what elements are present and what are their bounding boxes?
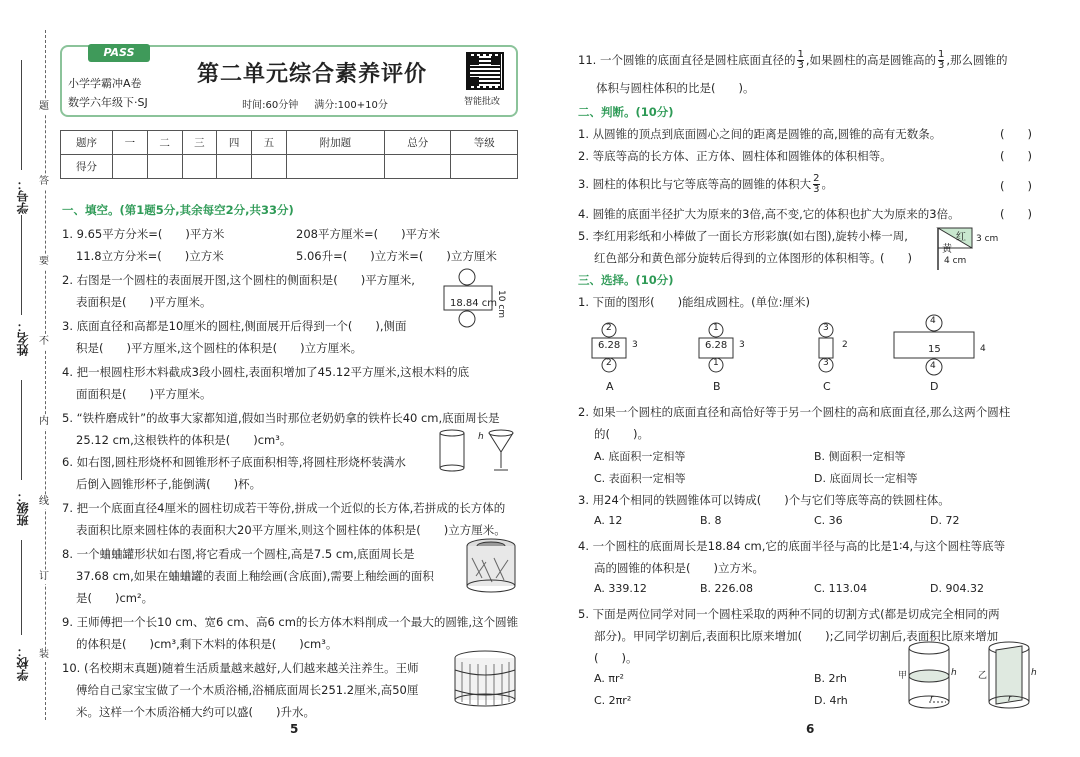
- q1c: 11.8立方分米=( )立方米: [76, 249, 224, 263]
- score-cell[interactable]: [384, 155, 450, 179]
- j2-answer[interactable]: ( ): [1000, 149, 1032, 163]
- yi-height: h: [1031, 668, 1037, 678]
- option-d-height: 4: [980, 344, 986, 354]
- beaker-height-label: h: [478, 432, 484, 442]
- c2a: 2. 如果一个圆柱的底面直径和高恰好等于另一个圆柱的高和底面直径,那么这两个圆柱: [578, 405, 1011, 419]
- yi-radius: r: [1008, 694, 1012, 704]
- section-fill-blank: 一、填空。(第1题5分,其余每空2分,共33分): [62, 203, 294, 217]
- q11-text-a: 11. 一个圆锥的底面直径是圆柱底面直径的: [578, 53, 796, 67]
- time-limit: 时间:60分钟: [242, 100, 299, 111]
- q3b: 积是( )平方厘米,这个圆柱的体积是( )立方厘米。: [76, 341, 363, 355]
- option-a-height: 3: [632, 340, 638, 350]
- option-a-circle-label-2: 2: [606, 358, 612, 368]
- c4a: 4. 一个圆柱的底面周长是18.84 cm,它的底面半径与高的比是1∶4,与这个圆柱等底等: [578, 539, 1006, 553]
- jia-radius: r: [930, 694, 934, 704]
- score-cell[interactable]: [182, 155, 217, 179]
- flag-length-label: 4 cm: [944, 256, 967, 266]
- exam-info: [180, 96, 450, 111]
- c3-option-a[interactable]: A. 12: [594, 514, 623, 527]
- net-height: 10 cm: [496, 290, 506, 319]
- score-cell[interactable]: [451, 155, 518, 179]
- id-label: 学号：: [16, 178, 30, 214]
- seal-char: 答: [39, 176, 49, 187]
- c2b: 的( )。: [594, 427, 649, 441]
- q5b: 25.12 cm,这根铁杵的体积是( )cm³。: [76, 433, 292, 447]
- option-d-circle-label: 4: [930, 316, 936, 326]
- yi-label: 乙: [978, 671, 988, 681]
- q7a: 7. 把一个底面直径4厘米的圆柱切成若干等份,拼成一个近似的长方体,若拼成的长方体的: [62, 501, 506, 515]
- j5-answer[interactable]: ( ): [880, 251, 912, 265]
- q4b: 面面积是( )平方厘米。: [76, 387, 212, 401]
- c5a: 5. 下面是两位同学对同一个圆柱采取的两种不同的切割方式(都是切成完全相同的两: [578, 607, 1000, 621]
- jia-height: h: [951, 668, 957, 678]
- j5b: 红色部分和黄色部分旋转后得到的立体图形的体积相等。: [594, 251, 882, 265]
- q11-fraction: $\frac{1}{3}$: [797, 49, 804, 71]
- flag-red-label: 红: [956, 232, 966, 243]
- score-head-cell: 四: [217, 131, 252, 155]
- score-cell[interactable]: [147, 155, 182, 179]
- id-line: [21, 60, 22, 170]
- choice-b[interactable]: B: [713, 380, 721, 393]
- q11-fraction-2: $\frac{1}{3}$: [937, 49, 945, 71]
- c4-option-d[interactable]: D. 904.32: [930, 582, 984, 595]
- q1a: 1. 9.65平方分米=( )平方米: [62, 227, 225, 241]
- score-head-cell: 三: [182, 131, 217, 155]
- page-title: 第二单元综合素养评价: [196, 62, 427, 87]
- option-d-circle-label-2: 4: [930, 361, 936, 371]
- q7b: 表面积比原来圆柱体的表面积大20平方厘米,则这个圆柱体的体积是( )立方厘米。: [76, 523, 506, 537]
- score-row-label: 得分: [61, 155, 113, 179]
- flag-width-label: 3 cm: [976, 234, 999, 244]
- flag-yellow-label: 黄: [942, 244, 952, 255]
- q6b: 后倒入圆锥形杯子,能倒满( )杯。: [76, 477, 262, 491]
- option-a-rect-label: 6.28: [598, 340, 621, 351]
- q2a: 2. 右图是一个圆柱的表面展开图,这个圆柱的侧面积是( )平方厘米,: [62, 273, 415, 287]
- c1: 1. 下面的图形( )能组成圆柱。(单位:厘米): [578, 295, 810, 309]
- score-head-cell: 附加题: [286, 131, 384, 155]
- option-c-circle-label-2: 3: [823, 358, 829, 368]
- school-line: [21, 540, 22, 635]
- c3-option-b[interactable]: B. 8: [700, 514, 722, 527]
- seal-char: 订: [39, 571, 49, 582]
- c2-option-d[interactable]: D. 底面周长一定相等: [814, 472, 918, 485]
- seal-char: 不: [39, 336, 49, 347]
- q6a: 6. 如右图,圆柱形烧杯和圆锥形杯子底面积相等,将圆柱形烧杯装满水: [62, 455, 406, 469]
- score-table-row: [61, 155, 518, 179]
- score-cell[interactable]: [113, 155, 148, 179]
- c2-option-b[interactable]: B. 侧面积一定相等: [814, 450, 906, 463]
- c3-option-c[interactable]: C. 36: [814, 514, 843, 527]
- q4a: 4. 把一根圆柱形木料截成3段小圆柱,表面积增加了45.12平方厘米,这根木料的底: [62, 365, 470, 379]
- c5-option-c[interactable]: C. 2πr²: [594, 694, 632, 707]
- page-number-right: 6: [806, 722, 815, 736]
- j3: 3. 圆柱的体积比与它等底等高的圆锥的体积大 $\frac{2}{3}$ 。: [578, 173, 834, 195]
- score-table: [60, 130, 518, 179]
- j2: 2. 等底等高的长方体、正方体、圆柱体和圆锥体的体积相等。: [578, 149, 892, 163]
- q1b: 208平方厘米=( )平方米: [296, 227, 441, 241]
- net-length: 18.84 cm: [450, 298, 498, 309]
- seal-char: 内: [39, 416, 49, 427]
- seal-char: 装: [39, 649, 49, 660]
- qr-label: 智能批改: [464, 97, 501, 107]
- q8a: 8. 一个蛐蛐罐形状如右图,将它看成一个圆柱,高是7.5 cm,底面周长是: [62, 547, 415, 561]
- q1d: 5.06升=( )立方米=( )立方厘米: [296, 249, 497, 263]
- option-d-rect-label: 15: [928, 344, 941, 355]
- c2-option-a[interactable]: A. 底面积一定相等: [594, 450, 686, 463]
- class-line: [21, 380, 22, 480]
- j3-fraction: $\frac{2}{3}$: [813, 173, 820, 195]
- section-judge: 二、判断。(10分): [578, 105, 674, 119]
- j3-text: 3. 圆柱的体积比与它等底等高的圆锥的体积大: [578, 177, 812, 191]
- section-choice: 三、选择。(10分): [578, 273, 674, 287]
- j1-answer[interactable]: ( ): [1000, 127, 1032, 141]
- choice-a[interactable]: A: [606, 380, 614, 393]
- j1: 1. 从圆锥的顶点到底面圆心之间的距离是圆锥的高,圆锥的高有无数条。: [578, 127, 942, 141]
- pass-logo: PASS: [88, 44, 150, 62]
- q10c: 米。这样一个木质浴桶大约可以盛( )升水。: [76, 705, 315, 719]
- option-b-circle-label-2: 1: [713, 358, 719, 368]
- school-label: 学校：: [16, 645, 30, 681]
- choice-d[interactable]: D: [930, 380, 939, 393]
- option-b-height: 3: [739, 340, 745, 350]
- q10b: 傅给自己家宝宝做了一个木质浴桶,浴桶底面周长251.2厘米,高50厘: [76, 683, 419, 697]
- c5-option-a[interactable]: A. πr²: [594, 672, 624, 685]
- option-c-height: 2: [842, 340, 848, 350]
- q3a: 3. 底面直径和高都是10厘米的圆柱,侧面展开后得到一个( ),侧面: [62, 319, 407, 333]
- cut-line: [45, 30, 46, 720]
- wooden-bucket-image: [452, 650, 518, 708]
- q11-text-c: ,那么圆锥的: [946, 53, 1008, 67]
- brand-line1: 小学学霸冲A卷: [68, 77, 142, 90]
- c4b: 高的圆锥的体积是( )立方米。: [594, 561, 764, 575]
- q8c: 是( )cm²。: [76, 591, 154, 605]
- seal-char: 线: [39, 496, 49, 507]
- page-number-left: 5: [290, 722, 299, 736]
- score-head-cell: 题序: [61, 131, 113, 155]
- name-line: [21, 215, 22, 315]
- full-score: 满分:100+10分: [314, 100, 388, 111]
- q2b: 表面积是( )平方厘米。: [76, 295, 212, 309]
- j4: 4. 圆锥的底面半径扩大为原来的3倍,高不变,它的体积也扩大为原来的3倍。: [578, 207, 960, 221]
- cricket-jar-image: [464, 538, 518, 594]
- c4-option-c[interactable]: C. 113.04: [814, 582, 868, 595]
- score-head-cell: 等级: [451, 131, 518, 155]
- q9a: 9. 王师傅把一个长10 cm、宽6 cm、高6 cm的长方体木料削成一个最大的圆锥,这个圆锥: [62, 615, 519, 629]
- score-cell[interactable]: [217, 155, 252, 179]
- class-label: 班级：: [16, 490, 30, 526]
- score-head-cell: 一: [113, 131, 148, 155]
- j5a: 5. 李红用彩纸和小棒做了一面长方形彩旗(如右图),旋转小棒一周,: [578, 229, 908, 243]
- q11d: 体积与圆柱体积的比是( )。: [596, 81, 755, 95]
- c4-option-b[interactable]: B. 226.08: [700, 582, 754, 595]
- q11a: [578, 50, 1008, 71]
- brand-line2: 数学六年级下·SJ: [68, 96, 148, 109]
- score-cell[interactable]: [252, 155, 287, 179]
- c2-option-c[interactable]: C. 表面积一定相等: [594, 472, 686, 485]
- c5-option-b[interactable]: B. 2rh: [814, 672, 847, 685]
- score-head-cell: 总分: [384, 131, 450, 155]
- c5b: 部分)。甲同学切割后,表面积比原来增加( );乙同学切割后,表面积比原来增加: [594, 629, 999, 643]
- c5-option-d[interactable]: D. 4rh: [814, 694, 848, 707]
- binding-strip: [0, 0, 60, 757]
- q10a: 10. (名校期末真题)随着生活质量越来越好,人们越来越关注养生。王师: [62, 661, 419, 675]
- c5c: ( )。: [594, 651, 638, 665]
- j3-answer[interactable]: ( ): [1000, 179, 1032, 193]
- option-b-circle-label: 1: [713, 323, 719, 333]
- q9b: 的体积是( )cm³,剩下木料的体积是( )cm³。: [76, 637, 338, 651]
- j4-answer[interactable]: ( ): [1000, 207, 1032, 221]
- q5a: 5. “铁杵磨成针”的故事大家都知道,假如当时那位老奶奶拿的铁杵长40 cm,底面周长是: [62, 411, 500, 425]
- q11-text-b: ,如果圆柱的高是圆锥高的: [805, 53, 936, 67]
- choice-c[interactable]: C: [823, 380, 831, 393]
- jia-label: 甲: [898, 671, 908, 681]
- c4-option-a[interactable]: A. 339.12: [594, 582, 647, 595]
- option-b-rect-label: 6.28: [705, 340, 728, 351]
- seal-char: 要: [39, 256, 49, 267]
- name-label: 姓名：: [16, 320, 30, 356]
- score-cell[interactable]: [286, 155, 384, 179]
- c3-option-d[interactable]: D. 72: [930, 514, 960, 527]
- score-table-header: [61, 131, 518, 155]
- option-c-circle-label: 3: [823, 323, 829, 333]
- c3: 3. 用24个相同的铁圆锥体可以铸成( )个与它们等底等高的铁圆柱体。: [578, 493, 950, 507]
- option-a-circle-label: 2: [606, 323, 612, 333]
- qr-code-pattern: [470, 56, 500, 86]
- q8b: 37.68 cm,如果在蛐蛐罐的表面上釉绘画(含底面),需要上釉绘画的面积: [76, 569, 434, 583]
- score-head-cell: 五: [252, 131, 287, 155]
- seal-char: 题: [39, 101, 49, 112]
- score-head-cell: 二: [147, 131, 182, 155]
